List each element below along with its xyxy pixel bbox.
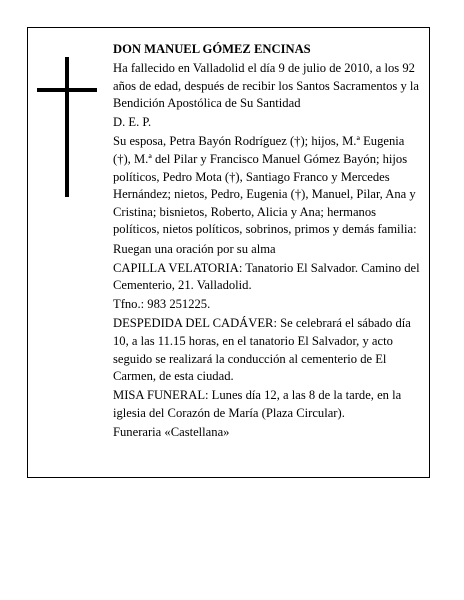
funeral-mass-info: MISA FUNERAL: Lunes día 12, a las 8 de la tarde, en la iglesia del Corazón de María (Plaza Circular). [113,388,402,420]
prayer-request: Ruegan una oración por su alma [113,241,276,256]
rest-in-peace: D. E. P. [113,115,152,130]
family-list: Su esposa, Petra Bayón Rodríguez (†); hijos, M.ª Eugenia (†), M.ª del Pilar y Francisco Manuel Gómez Bayón; hijos políticos, Pedro Mota (†), Santiago Franco y Mercedes Hernández; nietos, Pedro, Eugenia (†), Manuel, Pilar, Ana y Cristina; bisnietos, Roberto, Alicia y Ana; hermanos políticos, nietos políticos, sobrinos, primos y demás familia: [113,134,417,237]
cross-vertical-bar [65,57,69,197]
obituary-text [113,41,425,443]
farewell-info: DESPEDIDA DEL CADÁVER: Se celebrará el sábado día 10, a las 11.15 horas, en el tanatorio El Salvador, y acto seguido se realizará la conducción al cementerio de El Carmen, de esta ciudad. [113,316,411,384]
deceased-name: DON MANUEL GÓMEZ ENCINAS [113,42,311,56]
cross-horizontal-bar [37,88,97,92]
phone-number: Tfno.: 983 251225. [113,297,211,312]
chapel-info: CAPILLA VELATORIA: Tanatorio El Salvador. Camino del Cementerio, 21. Valladolid. [113,260,420,293]
death-notice: Ha fallecido en Valladolid el día 9 de julio de 2010, a los 92 años de edad, después de recibir los Santos Sacramentos y la Bendición Apostólica de Su Santidad [113,61,420,111]
funeral-home: Funeraria «Castellana» [113,424,230,439]
